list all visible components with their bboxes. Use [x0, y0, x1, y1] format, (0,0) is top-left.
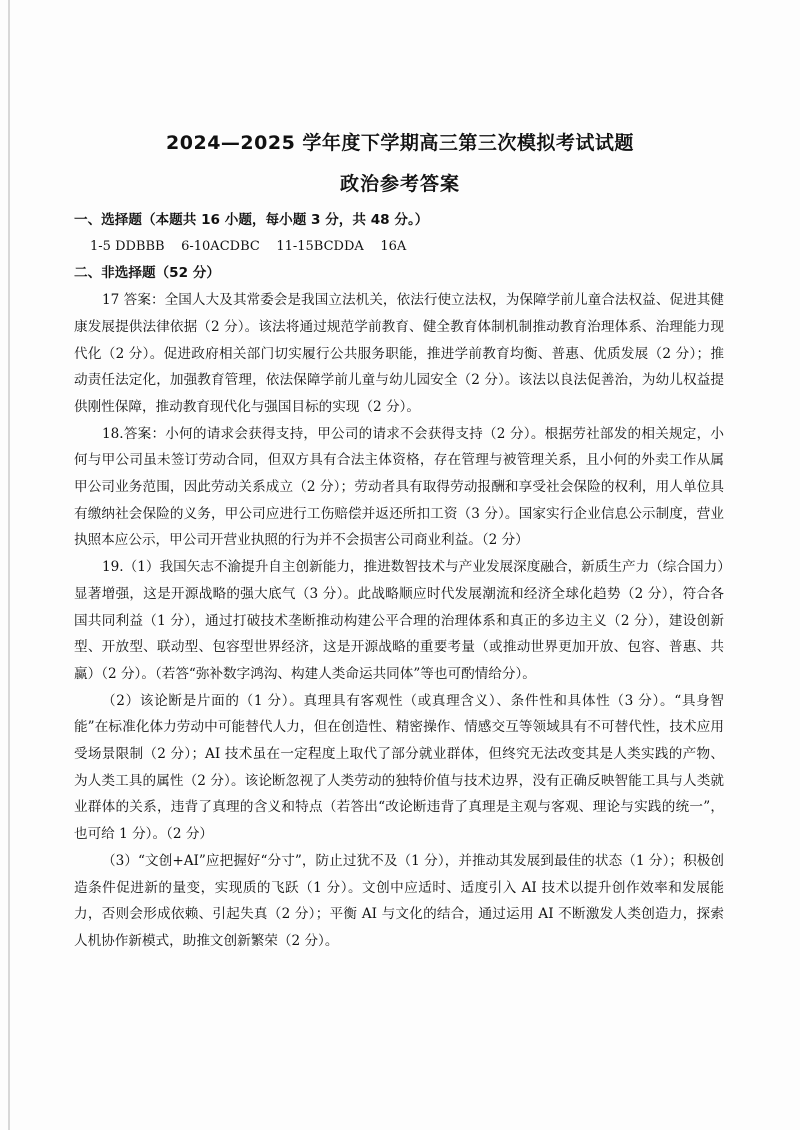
choice-answers: 1-5 DDBBB 6-10ACDBC 11-15BCDDA 16A [90, 238, 407, 254]
answer-content [74, 207, 724, 955]
section-nonchoice-heading: 二、非选择题（52 分） [74, 265, 220, 282]
exam-title: 2024—2025 学年度下学期高三第三次模拟考试试题 [166, 132, 634, 154]
section-choice-heading: 一、选择题（本题共 16 小题，每小题 3 分，共 48 分。） [74, 212, 429, 228]
answer-q18: 18.答案：小何的请求会获得支持，甲公司的请求不会获得支持（2 分）。根据劳社部发的相关规定，小何与甲公司虽未签订劳动合同，但双方具有合法主体资格，存在管理与被管理关系，且小何的外卖工作从属甲公司业务范围，因此劳动关系成立（2 分）；劳动者具有取得劳动报酬和享受社会保险的权利，用人单位具有缴纳社会保险的义务，甲公司应进行工伤赔偿并返还所扣工资（3 分）。国家实行企业信息公示制度，营业执照本应公示，甲公司开营业执照的行为并不会损害公司商业利益。（2 分） [74, 425, 724, 549]
answer-q17: 17 答案：全国人大及其常委会是我国立法机关，依法行使立法权，为保障学前儿童合法权益、促进其健康发展提供法律依据（2 分）。该法将通过规范学前教育、健全教育体制机制推动教育治理体系、治理能力现代化（2 分）。促进政府相关部门切实履行公共服务职能，推进学前教育均衡、普惠、优质发展（2 分）；推动责任法定化，加强教育管理，依法保障学前儿童与幼儿园安全（2 分）。该法以良法促善治，为幼儿权益提供刚性保障，推动教育现代化与强国目标的实现（2 分）。 [74, 292, 724, 415]
answer-q19-part3: （3）“文创+AI”应把握好“分寸”，防止过犹不及（1 分），并推动其发展到最佳的状态（1 分）；积极创造条件促进新的量变，实现质的飞跃（1 分）。文创中应适时、适度引入 AI 技术以提升创作效率和发展能力，否则会形成依赖、引起失真（2 分）；平衡 AI 与文化的结合，通过运用 AI 不断激发人类创造力，探索人机协作新模式，助推文创新繁荣（2 分）。 [74, 852, 724, 949]
answer-q19-part2: （2）该论断是片面的（1 分）。真理具有客观性（或真理含义）、条件性和具体性（3 分）。“具身智能”在标准化体力劳动中可能替代人力，但在创造性、精密操作、情感交互等领域具有不可替代性，技术应用受场景限制（2 分）；AI 技术虽在一定程度上取代了部分就业群体，但终究无法改变其是人类实践的产物、为人类工具的属性（2 分）。该论断忽视了人类劳动的独特价值与技术边界，没有正确反映智能工具与人类就业群体的关系，违背了真理的含义和特点（若答出“改论断违背了真理是主观与客观、理论与实践的统一”，也可给 1 分）。（2 分） [74, 692, 724, 843]
exam-subtitle: 政治参考答案 [339, 173, 460, 195]
answer-q19-part1: 19.（1）我国矢志不渝提升自主创新能力，推进数智技术与产业发展深度融合，新质生产力（综合国力）显著增强，这是开源战略的强大底气（3 分）。此战略顺应时代发展潮流和经济全球化趋势（2 分），符合各国共同利益（1 分），通过打破技术垄断推动构建公平合理的治理体系和真正的多边主义（2 分），建设创新型、开放型、联动型、包容型世界经济，这是开源战略的重要考量（或推动世界更加开放、包容、普惠、共赢）（2 分）。（若答“弥补数字鸿沟、构建人类命运共同体”等也可酌情给分）。 [74, 559, 724, 682]
